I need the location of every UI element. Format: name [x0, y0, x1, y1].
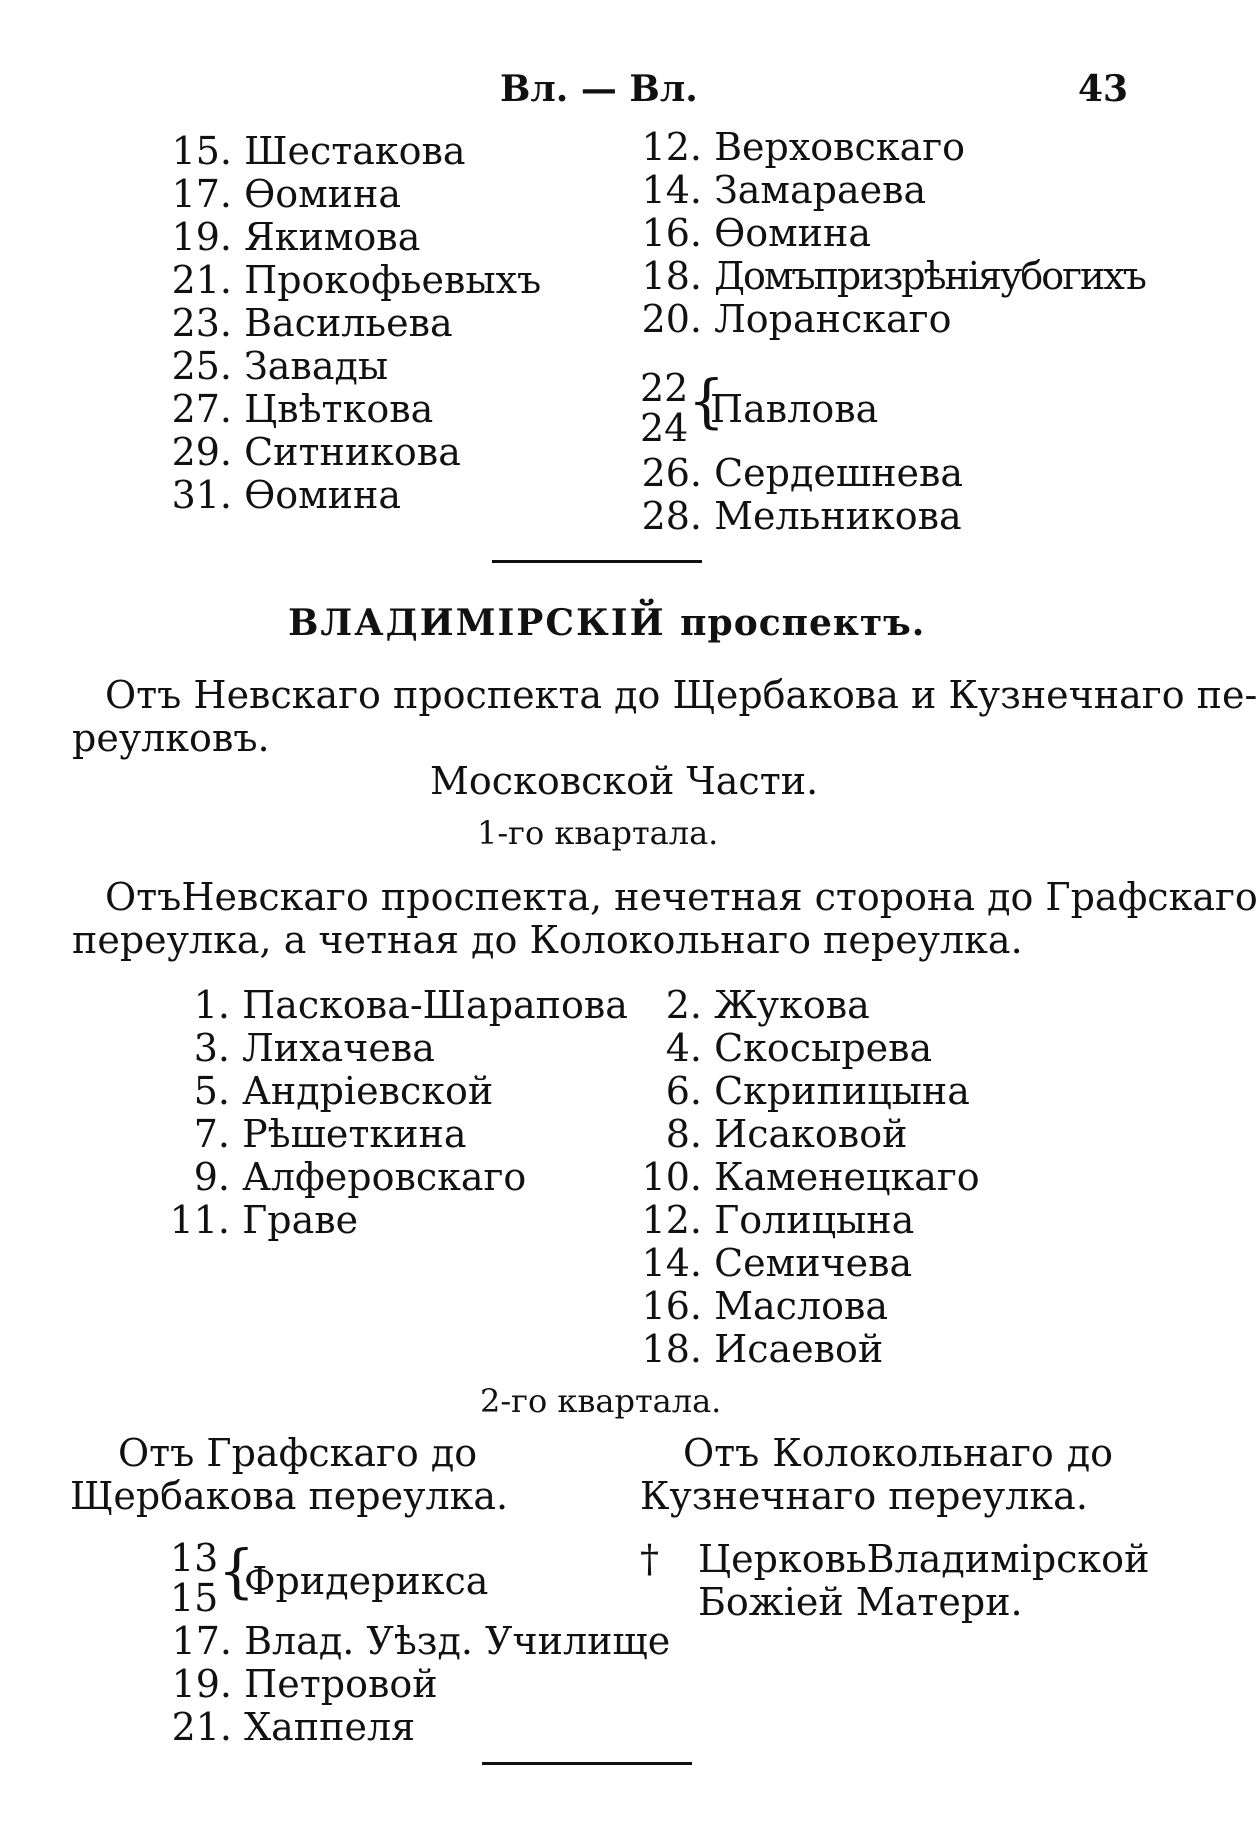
quarter-2-left-desc-1: Отъ Графскаго до: [118, 1431, 478, 1475]
list-item: 12. Верховскаго: [641, 125, 966, 169]
brace-icon: {: [218, 1537, 255, 1605]
list-item: 10. Каменецкаго: [641, 1155, 980, 1199]
top-right-list-after: [640, 452, 963, 538]
list-item-name: Павлова: [710, 387, 879, 431]
church-line-1: [698, 1537, 1150, 1581]
extent-line-2: реулковъ.: [72, 716, 270, 760]
list-item: 21. Хаппеля: [171, 1705, 416, 1749]
text-part: до: [1066, 1431, 1113, 1475]
list-item: 1. Паскова-Шарапова: [193, 983, 628, 1027]
list-item: 28. Мельникова: [641, 494, 962, 538]
street-title-sub: проспектъ.: [680, 602, 926, 644]
brace-group-13-15: [170, 1538, 218, 1618]
top-left-list: [170, 130, 541, 517]
list-item: 3. Лихачева: [193, 1026, 435, 1070]
quarter-2-right-desc-2: Кузнечнаго переулка.: [640, 1474, 1088, 1518]
church-line-2: Божіей Матери.: [698, 1580, 1023, 1624]
list-item: 11. Граве: [169, 1198, 359, 1242]
quarter-1-left-list: [168, 984, 628, 1242]
list-item: 18. Исаевой: [641, 1327, 884, 1371]
text-part: Колокольнаго: [772, 1431, 1054, 1475]
house-number: 13: [170, 1536, 219, 1580]
list-item: 7. Рѣшеткина: [193, 1112, 467, 1156]
list-item: 29. Ситникова: [171, 430, 461, 474]
house-number: 15: [170, 1576, 219, 1620]
list-item: 9. Алферовскаго: [193, 1155, 527, 1199]
list-item: 21. Прокофьевыхъ: [171, 258, 542, 302]
list-item: 27. Цвѣткова: [171, 387, 434, 431]
list-item: 19. Петровой: [171, 1662, 438, 1706]
quarter-1-heading: 1-го квартала.: [477, 814, 719, 852]
list-item: 5. Андріевской: [193, 1069, 494, 1113]
brace-group-22-24: [640, 368, 688, 448]
list-item: 16. Ѳомина: [641, 211, 871, 255]
list-item: 14. Замараева: [641, 168, 927, 212]
street-title-main: ВЛАДИМІРСКІЙ: [288, 602, 666, 644]
list-item: 6. Скрипицына: [665, 1069, 970, 1113]
church-mark-icon: †: [640, 1537, 659, 1581]
list-item: 2. Жукова: [665, 983, 870, 1027]
list-item: 14. Семичева: [641, 1241, 913, 1285]
list-item: 8. Исаковой: [665, 1112, 908, 1156]
district-heading: Московской Части.: [430, 759, 819, 803]
list-item: 26. Сердешнева: [641, 451, 964, 495]
quarter-2-left-list: [170, 1620, 670, 1749]
quarter-2-left-desc-2: Щербакова переулка.: [70, 1474, 509, 1518]
list-item: 17. Влад. Уѣзд. Училище: [171, 1619, 671, 1663]
page-number: 43: [1078, 68, 1129, 110]
quarter-1-desc-2: переулка, а четная до Колокольнаго переулка.: [72, 918, 1023, 962]
house-number: 22: [640, 366, 689, 410]
quarter-1-right-list: [640, 984, 980, 1371]
extent-line-1: Отъ Невскаго проспекта до Щербакова и Кузнечнаго пе-: [105, 673, 1258, 717]
text-part: Отъ: [683, 1431, 760, 1475]
street-title: [288, 602, 925, 644]
top-right-list: [640, 126, 1145, 341]
list-item: 15. Шестакова: [171, 129, 466, 173]
text-part: Церковь: [698, 1537, 867, 1581]
house-number: 24: [640, 406, 689, 450]
running-title: Вл. — Вл.: [500, 68, 698, 110]
brace-icon: {: [688, 367, 725, 435]
quarter-2-heading: 2-го квартала.: [480, 1382, 722, 1420]
list-item: 18. Домъпризрѣніяубогихъ: [641, 254, 1145, 298]
bottom-divider: [482, 1762, 692, 1765]
list-item: 4. Скосырева: [665, 1026, 933, 1070]
list-item-name: Фридерикса: [244, 1559, 489, 1603]
list-item: 20. Лоранскаго: [641, 297, 952, 341]
quarter-2-right-desc-1: [683, 1432, 1113, 1475]
list-item: 23. Васильева: [171, 301, 453, 345]
list-item: 25. Завады: [171, 344, 389, 388]
section-divider: [492, 560, 702, 563]
list-item: 12. Голицына: [641, 1198, 915, 1242]
list-item: 16. Маслова: [641, 1284, 889, 1328]
quarter-1-desc-1: ОтъНевскаго проспекта, нечетная сторона до Графскаго: [105, 875, 1258, 919]
text-part: Владимірской: [866, 1537, 1150, 1581]
list-item: 19. Якимова: [171, 215, 421, 259]
list-item: 17. Ѳомина: [171, 172, 401, 216]
list-item: 31. Ѳомина: [171, 473, 401, 517]
